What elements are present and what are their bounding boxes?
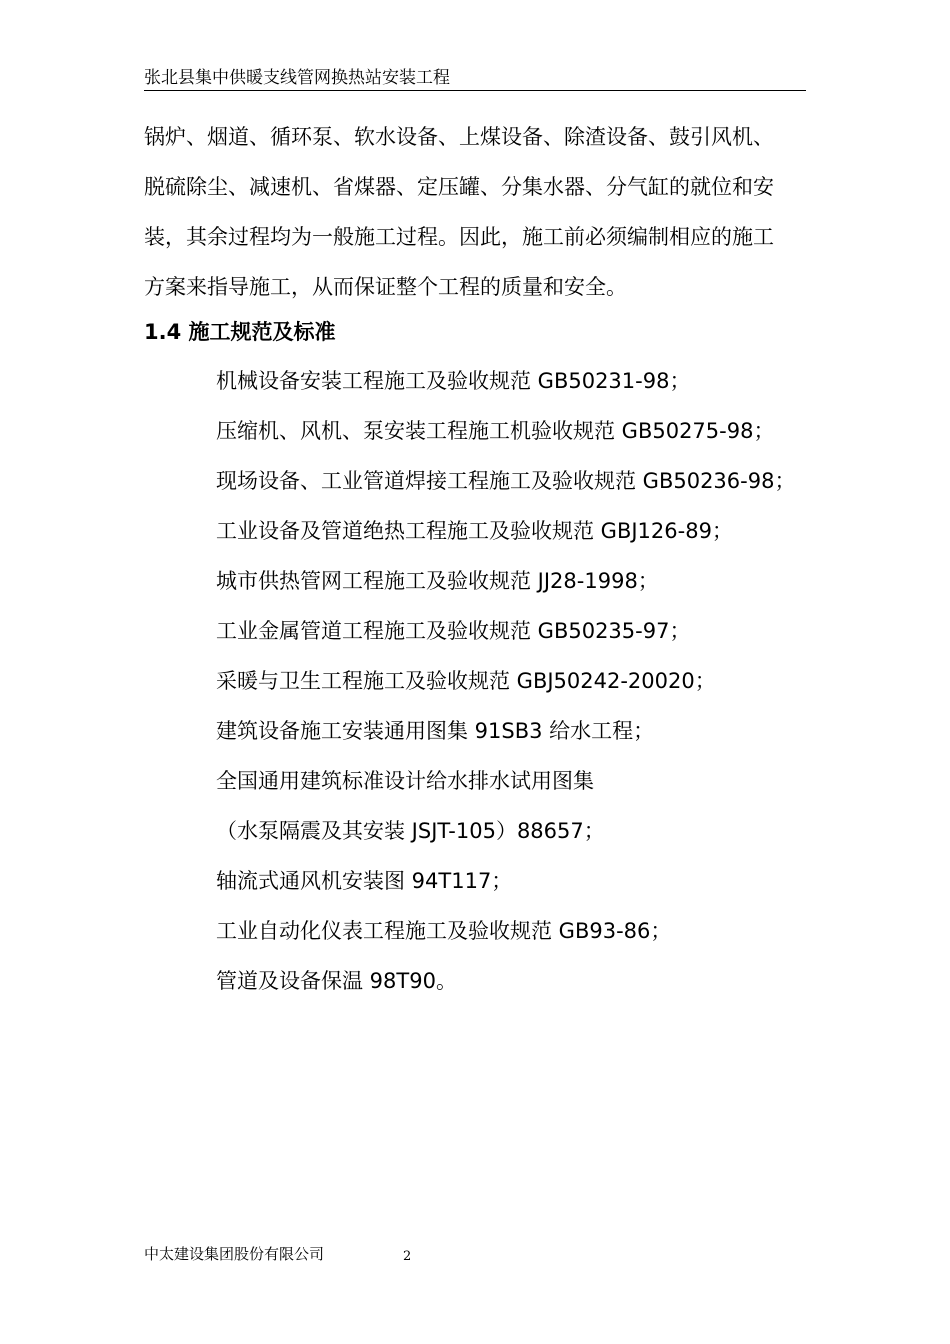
header-title: 张北县集中供暖支线管网换热站安装工程 <box>144 68 450 88</box>
page-footer <box>144 1242 444 1266</box>
standard-item: 轴流式通风机安装图 94T117； <box>216 869 513 893</box>
standard-item: 管道及设备保温 98T90。 <box>216 969 457 993</box>
standard-item: 全国通用建筑标准设计给水排水试用图集 <box>216 769 594 793</box>
standard-item: 工业金属管道工程施工及验收规范 GB50235-97； <box>216 619 691 643</box>
standards-list <box>216 356 795 1006</box>
standard-item: 采暖与卫生工程施工及验收规范 GBJ50242-20020； <box>216 669 716 693</box>
standard-item: 工业设备及管道绝热工程施工及验收规范 GBJ126-89； <box>216 519 733 543</box>
standard-item: 压缩机、风机、泵安装工程施工机验收规范 GB50275-98； <box>216 419 775 443</box>
body-paragraph <box>144 112 812 312</box>
section-heading: 1.4 施工规范及标准 <box>144 320 336 344</box>
standard-item: 机械设备安装工程施工及验收规范 GB50231-98； <box>216 369 691 393</box>
footer-company: 中太建设集团股份有限公司 <box>144 1245 325 1263</box>
paragraph-line: 脱硫除尘、减速机、省煤器、定压罐、分集水器、分气缸的就位和安 <box>144 175 774 199</box>
standard-item: 建筑设备施工安装通用图集 91SB3 给水工程； <box>216 719 655 743</box>
standard-item: （水泵隔震及其安装 JSJT-105）88657； <box>216 819 605 843</box>
standard-item: 工业自动化仪表工程施工及验收规范 GB93-86； <box>216 919 672 943</box>
page-header <box>144 66 806 91</box>
standard-item: 现场设备、工业管道焊接工程施工及验收规范 GB50236-98； <box>216 469 796 493</box>
standard-item: 城市供热管网工程施工及验收规范 JJ28-1998； <box>216 569 659 593</box>
page-number: 2 <box>403 1249 412 1264</box>
paragraph-line: 锅炉、烟道、循环泵、软水设备、上煤设备、除渣设备、鼓引风机、 <box>144 125 774 149</box>
paragraph-line: 方案来指导施工，从而保证整个工程的质量和安全。 <box>144 275 627 299</box>
paragraph-line: 装，其余过程均为一般施工过程。因此，施工前必须编制相应的施工 <box>144 225 774 249</box>
